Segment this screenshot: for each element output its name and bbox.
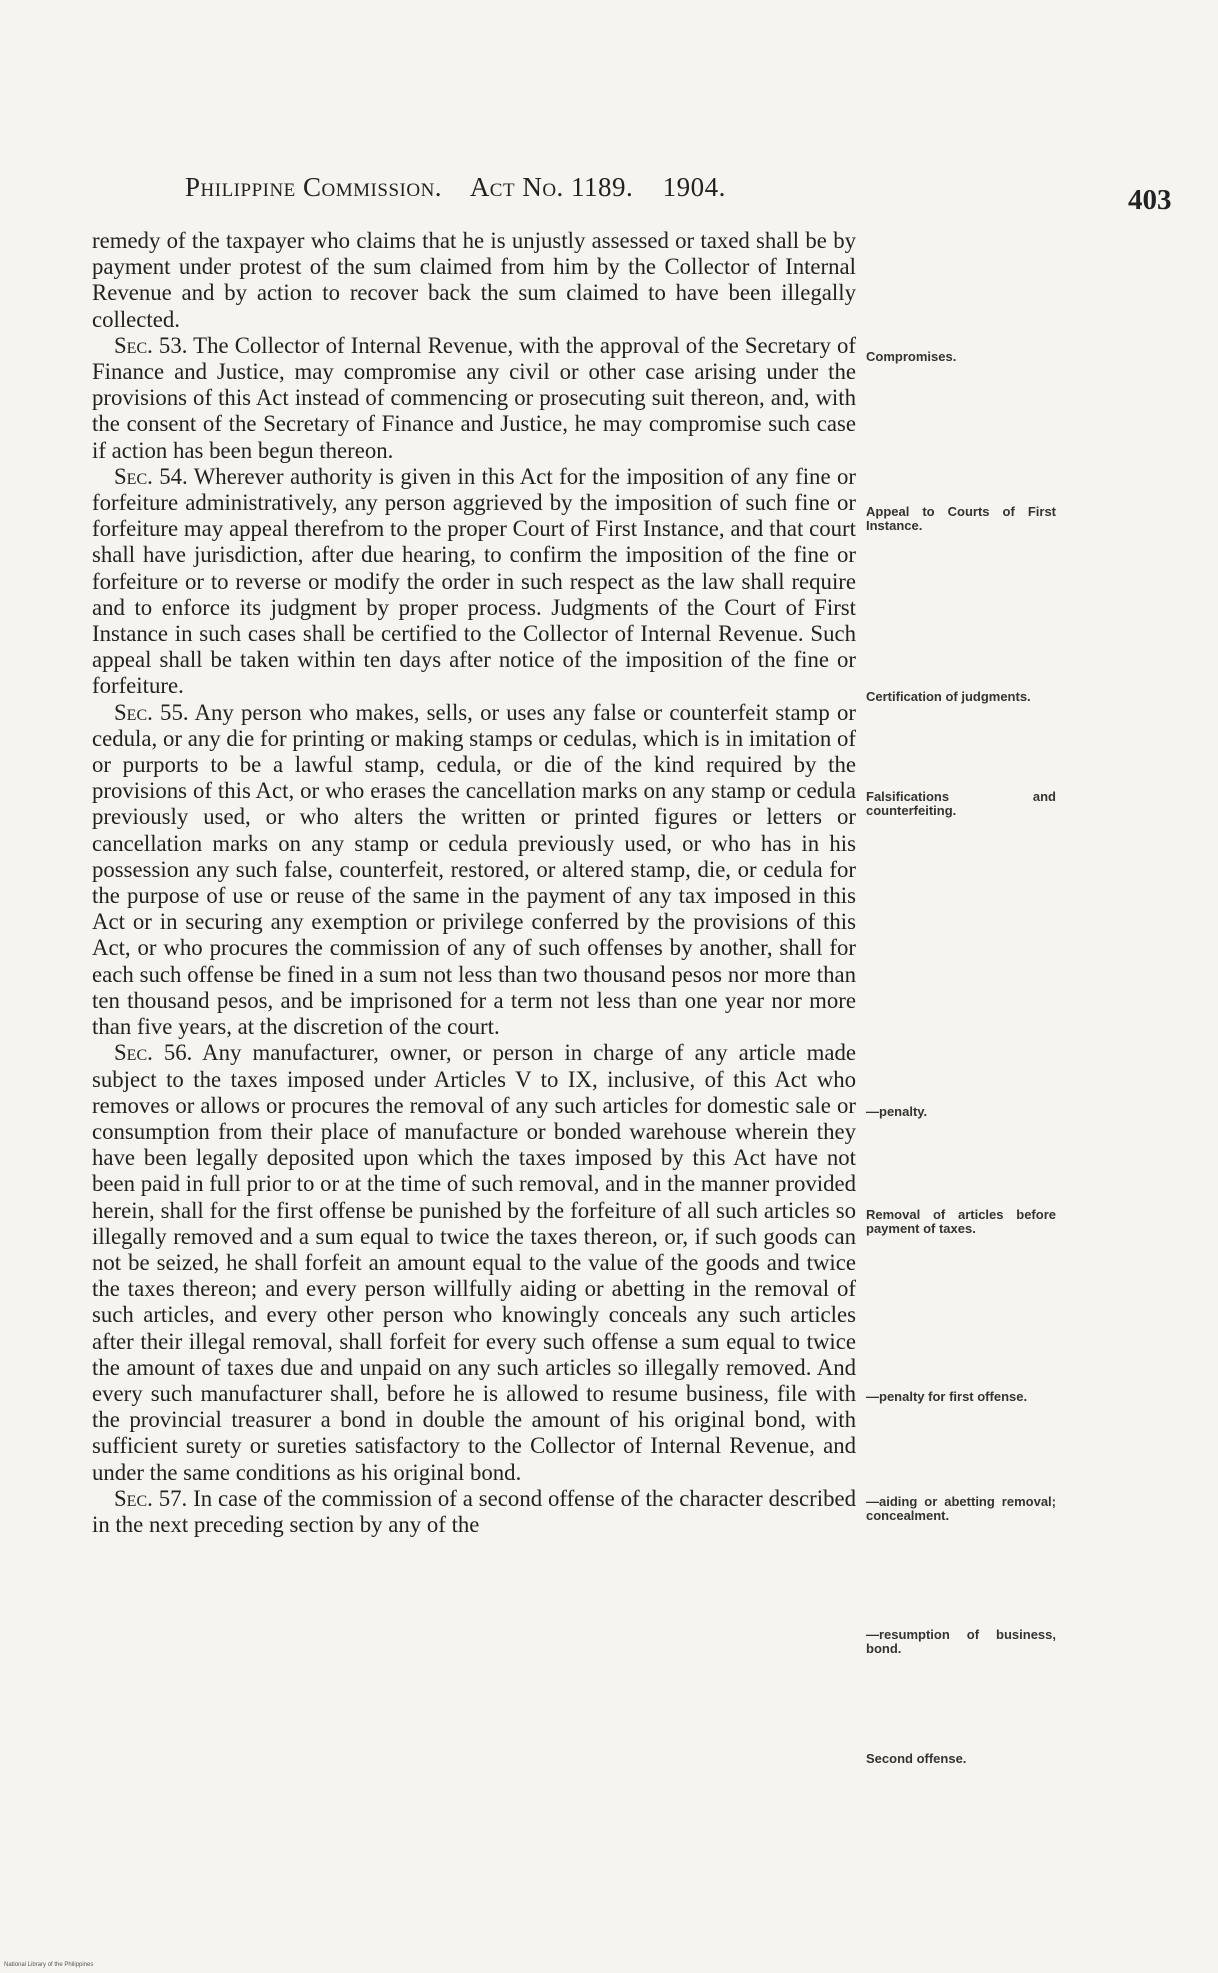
margin-note-penalty: —penalty. (866, 1104, 928, 1119)
section-label: Sec. 57. (114, 1485, 188, 1511)
margin-note-aiding: —aiding or abetting removal; concealment. (866, 1494, 1056, 1523)
paragraph-sec-53: Sec. 53. The Collector of Internal Revenue, with the approval of the Secretary of Finance and Justice, may compromise any civil or other case arising under the provisions of this Act instead of commencing or prosecuting suit thereon, and, with the consent of the Secretary of Finance and Justice, he may compromise such case if action has been begun thereon. (92, 332, 856, 463)
footer-credit: National Library of the Philippines (4, 1962, 94, 1968)
margin-note-removal: Removal of articles before payment of taxes. (866, 1207, 1056, 1236)
margin-note-resumption: —resumption of business, bond. (866, 1627, 1056, 1656)
header-year: 1904. (662, 172, 726, 202)
section-label: Sec. 54. (114, 463, 188, 489)
section-label: Sec. 55. (114, 699, 189, 725)
running-header (185, 172, 785, 203)
header-act: Act No. 1189. (469, 172, 634, 202)
page-number: 403 (1128, 184, 1172, 216)
body-text (92, 228, 856, 1538)
margin-note-penalty-first: —penalty for first offense. (866, 1389, 1028, 1404)
margin-note-falsifications: Falsifications and counterfeiting. (866, 789, 1056, 818)
paragraph-sec-54: Sec. 54. Wherever authority is given in this Act for the imposition of any fine or forfeiture administratively, any person aggrieved by the imposition of such fine or forfeiture may appeal therefrom to the proper Court of First Instance, and that court shall have jurisdiction, after due hearing, to confirm the imposition of the fine or forfeiture or to reverse or modify the order in such respect as the law shall require and to enforce its judgment by proper process. Judgments of the Court of First Instance in such cases shall be certified to the Collector of Internal Revenue. Such appeal shall be taken within ten days after notice of the imposition of the fine or forfeiture. (92, 463, 856, 699)
paragraph-sec-56: Sec. 56. Any manufacturer, owner, or person in charge of any article made subject to the taxes imposed under Articles V to IX, inclusive, of this Act who removes or allows or procures the removal of any such articles for domestic sale or consumption from their place of manufacture or bonded warehouse wherein they have been legally deposited upon which the taxes imposed by this Act have not been paid in full prior to or at the time of such removal, and in the manner provided herein, shall for the first offense be punished by the forfeiture of all such articles so illegally removed and a sum equal to twice the taxes thereon, or, if such goods can not be seized, he shall forfeit an amount equal to the value of the goods and twice the taxes thereon; and every person willfully aiding or abetting in the removal of such articles, and every other person who knowingly conceals any such articles after their illegal removal, shall forfeit for every such offense a sum equal to twice the amount of taxes due and unpaid on any such articles so illegally removed. And every such manufacturer shall, before he is allowed to resume business, file with the provincial treasurer a bond in double the amount of his original bond, with sufficient surety or sureties satisfactory to the Collector of Internal Revenue, and under the same conditions as his original bond. (92, 1040, 856, 1485)
margin-note-certification: Certification of judgments. (866, 689, 1031, 704)
section-label: Sec. 56. (114, 1040, 193, 1066)
paragraph-sec-55: Sec. 55. Any person who makes, sells, or uses any false or counterfeit stamp or cedula, or any die for printing or making stamps or cedulas, which is in imitation of or purports to be a lawful stamp, cedula, or die of the kind required by the provisions of this Act, or who erases the cancellation marks on any stamp or cedula previously used, or who alters the written or printed figures or letters or cancellation marks on any stamp or cedula previously used, or who has in his possession any such false, counterfeit, restored, or altered stamp, die, or cedula for the purpose of use or reuse of the same in the payment of any tax imposed in this Act or in securing any exemption or privilege conferred by the provisions of this Act, or who procures the commission of any of such offenses by another, shall for each such offense be fined in a sum not less than two thousand pesos nor more than ten thousand pesos, and be imprisoned for a term not less than one year nor more than five years, at the discretion of the court. (92, 699, 856, 1040)
paragraph-continuation: remedy of the taxpayer who claims that he is unjustly assessed or taxed shall be by payment under protest of the sum claimed from him by the Collector of Internal Revenue and by action to recover back the sum claimed to have been illegally collected. (92, 228, 856, 332)
margin-note-appeal: Appeal to Courts of First Instance. (866, 504, 1056, 533)
paragraph-sec-57: Sec. 57. In case of the commission of a second offense of the character described in the next preceding section by any of the (92, 1485, 856, 1537)
margin-note-second-offense: Second offense. (866, 1751, 967, 1766)
section-label: Sec. 53. (114, 332, 188, 358)
margin-note-compromises: Compromises. (866, 349, 957, 364)
header-commission: Philippine Commission. (185, 172, 443, 202)
